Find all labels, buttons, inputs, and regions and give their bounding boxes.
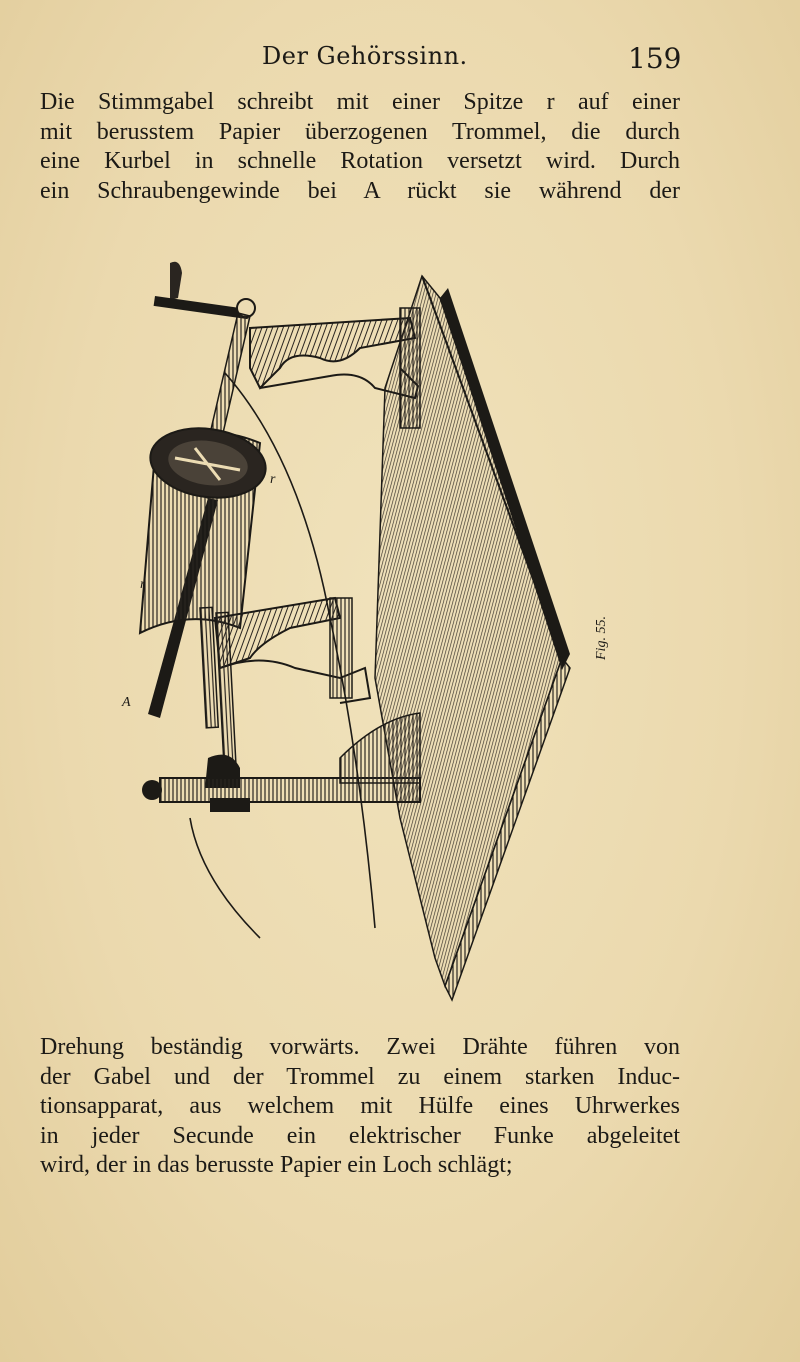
letter-A: A — [122, 695, 131, 710]
engraving-figure — [100, 258, 580, 1010]
figure-caption: Fig. 55. — [594, 616, 609, 660]
lower-bracket — [215, 598, 370, 703]
letter-r-upper: r — [270, 472, 276, 487]
text-line: eine Kurbel in schnelle Rotation versetzt wird. Durch — [40, 148, 680, 174]
text-line: tionsapparat, aus welchem mit Hülfe eines Uhrwerkes — [40, 1093, 680, 1119]
text-line: in jeder Secunde ein elektrischer Funke abgeleitet — [40, 1122, 680, 1149]
crank-handle — [154, 262, 255, 319]
text-line: wird, der in das berusste Papier ein Loch schlägt; — [40, 1152, 513, 1178]
page-header — [0, 42, 800, 82]
text-line: ein Schraubengewinde bei A rückt sie während der — [40, 177, 680, 204]
text-line: Drehung beständig vorwärts. Zwei Drähte führen von — [40, 1034, 680, 1060]
smoked-drum — [140, 421, 270, 633]
text-line: Die Stimmgabel schreibt mit einer Spitze r auf einer — [40, 89, 680, 115]
paragraph-top — [40, 88, 680, 206]
paragraph-bottom — [40, 1033, 680, 1181]
text-line: mit berusstem Papier überzogenen Trommel, die durch — [40, 118, 680, 145]
text-line: der Gabel und der Trommel zu einem starken Induc- — [40, 1063, 680, 1090]
slide-rail — [142, 713, 420, 812]
letter-r-left: r — [140, 577, 146, 592]
running-head: Der Gehörssinn. — [262, 42, 468, 70]
page-number: 159 — [628, 42, 682, 75]
